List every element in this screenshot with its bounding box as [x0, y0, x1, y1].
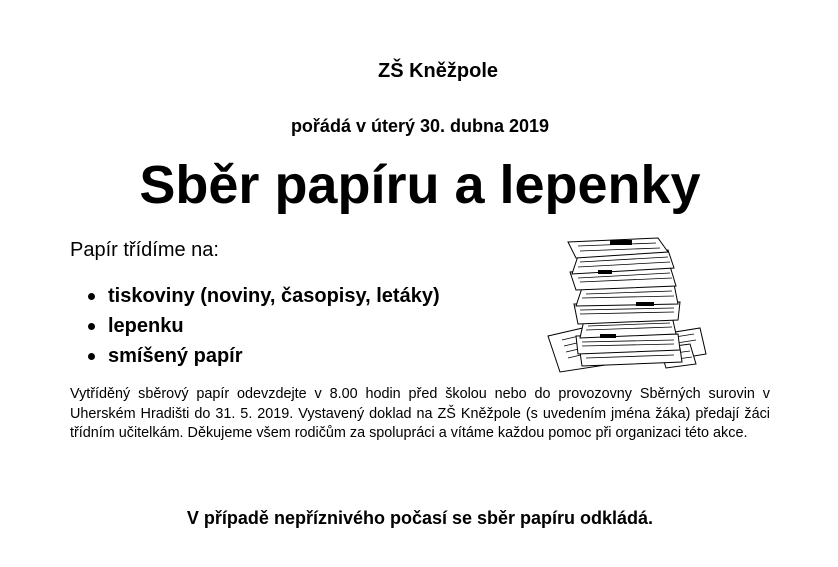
info-paragraph: Vytříděný sběrový papír odevzdejte v 8.00 hodin před školou nebo do provozovny Sběrných surovin v Uherském Hradišti do 31. 5. 2019. Vystavený doklad na ZŠ Kněžpole (s uvedením jména žáka) předají žáci třídním učitelkám. Děkujeme všem rodičům za spolupráci a vítáme každou pomoc při organizaci této akce. — [70, 386, 770, 441]
sorting-list — [88, 281, 440, 371]
list-item-label: tiskoviny (noviny, časopisy, letáky) — [108, 285, 440, 307]
list-item-label: smíšený papír — [108, 345, 243, 367]
weather-notice: V případě nepříznivého počasí se sběr papíru odkládá. — [186, 508, 654, 528]
list-item-label: lepenku — [108, 315, 184, 337]
list-item — [88, 311, 440, 341]
school-name: ZŠ Kněžpole — [377, 60, 498, 82]
sorting-label: Papír třídíme na: — [70, 239, 219, 261]
bullet-icon — [88, 293, 95, 300]
bullet-icon — [88, 353, 95, 360]
list-item — [88, 281, 440, 311]
headline: Sběr papíru a lepenky — [139, 155, 701, 215]
event-date-line: pořádá v úterý 30. dubna 2019 — [290, 116, 550, 136]
newspaper-stack-icon — [540, 236, 710, 376]
bullet-icon — [88, 323, 95, 330]
list-item — [88, 341, 440, 371]
